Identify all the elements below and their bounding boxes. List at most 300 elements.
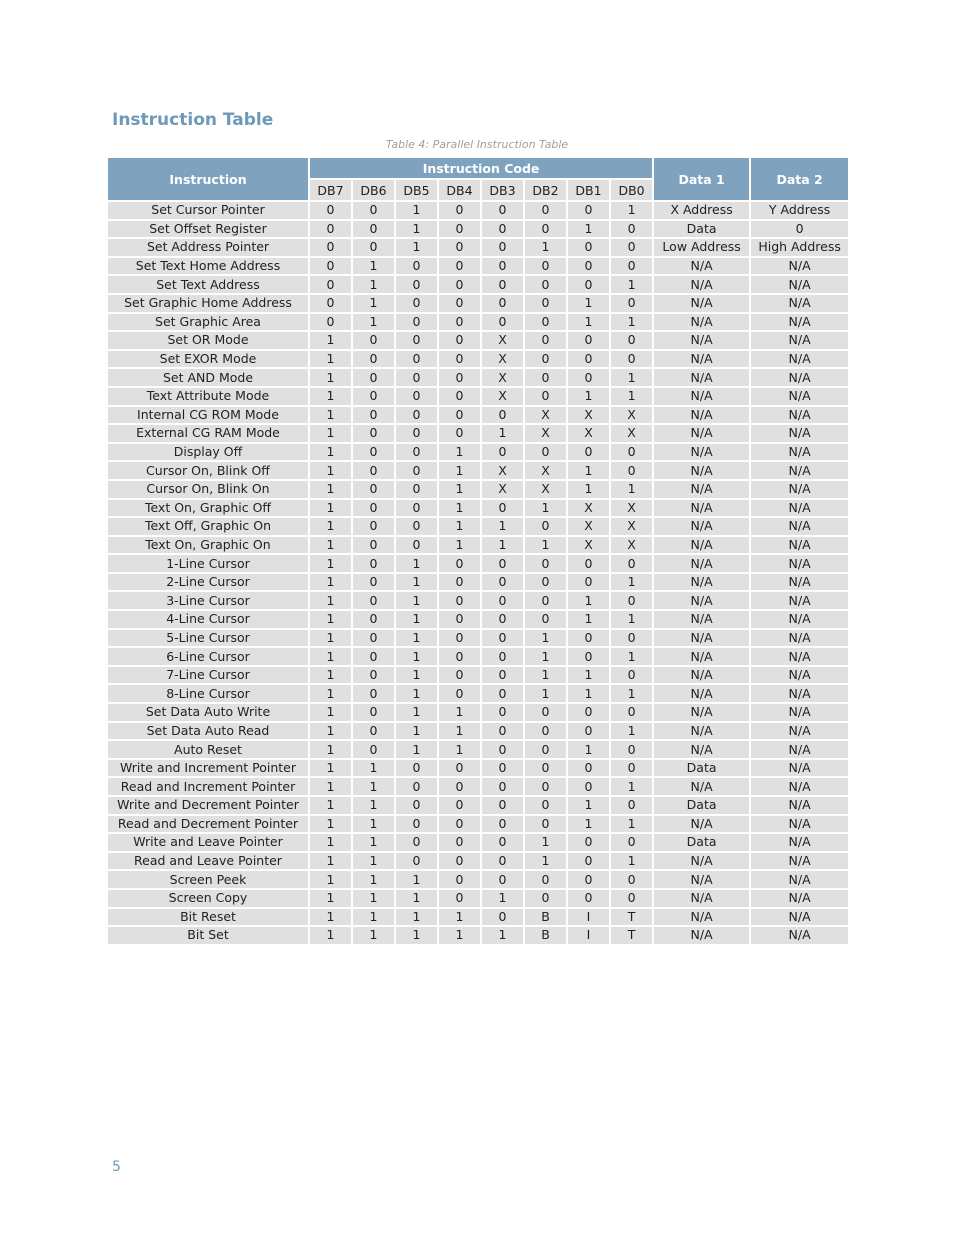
bit-cell: 0 [481, 740, 524, 759]
bit-cell: 0 [395, 294, 438, 313]
bit-cell: 1 [352, 313, 395, 332]
bit-cell: 0 [567, 889, 610, 908]
bit-cell: 1 [352, 852, 395, 871]
bit-cell: X [524, 480, 567, 499]
bit-cell: 0 [524, 740, 567, 759]
bit-cell: 1 [524, 499, 567, 518]
bit-cell: 0 [438, 424, 481, 443]
bit-cell: 0 [567, 275, 610, 294]
bit-cell: 0 [610, 591, 653, 610]
bit-cell: 0 [610, 740, 653, 759]
bit-cell: 0 [395, 461, 438, 480]
bit-cell: 1 [309, 350, 352, 369]
bit-cell: 0 [524, 220, 567, 239]
data1-cell: N/A [653, 666, 750, 685]
table-row [107, 406, 849, 425]
data2-cell: N/A [750, 740, 849, 759]
table-row [107, 331, 849, 350]
table-row [107, 461, 849, 480]
bit-cell: 0 [567, 443, 610, 462]
data1-cell: N/A [653, 926, 750, 945]
bit-cell: X [567, 406, 610, 425]
data2-cell: N/A [750, 387, 849, 406]
bit-cell: 1 [438, 722, 481, 741]
bit-cell: 0 [438, 294, 481, 313]
data1-cell: N/A [653, 461, 750, 480]
data1-cell: Data [653, 796, 750, 815]
instruction-name-cell: External CG RAM Mode [107, 424, 309, 443]
bit-cell: 0 [352, 368, 395, 387]
table-row [107, 499, 849, 518]
bit-cell: 0 [438, 220, 481, 239]
data1-cell: N/A [653, 777, 750, 796]
instruction-name-cell: Write and Decrement Pointer [107, 796, 309, 815]
data1-cell: N/A [653, 647, 750, 666]
bit-cell: 1 [524, 647, 567, 666]
bit-cell: 0 [395, 499, 438, 518]
instruction-name-cell: Set Graphic Area [107, 313, 309, 332]
bit-cell: 0 [309, 294, 352, 313]
bit-cell: 1 [395, 629, 438, 648]
bit-cell: 0 [567, 870, 610, 889]
data1-cell: N/A [653, 852, 750, 871]
instruction-table [106, 156, 850, 946]
bit-cell: 1 [309, 443, 352, 462]
bit-cell: 1 [352, 815, 395, 834]
bit-cell: 0 [352, 703, 395, 722]
bit-cell: 1 [309, 815, 352, 834]
bit-cell: 0 [567, 777, 610, 796]
bit-cell: 0 [352, 517, 395, 536]
bit-cell: 0 [395, 852, 438, 871]
bit-cell: 0 [438, 684, 481, 703]
bit-cell: 1 [352, 833, 395, 852]
bit-cell: 0 [352, 480, 395, 499]
bit-cell: 0 [438, 796, 481, 815]
instruction-name-cell: Text On, Graphic Off [107, 499, 309, 518]
instruction-name-cell: Display Off [107, 443, 309, 462]
bit-cell: 0 [352, 647, 395, 666]
bit-cell: 1 [352, 777, 395, 796]
bit-cell: 0 [438, 759, 481, 778]
bit-cell: 0 [481, 220, 524, 239]
bit-cell: 0 [524, 777, 567, 796]
bit-cell: 1 [309, 499, 352, 518]
data1-cell: N/A [653, 275, 750, 294]
bit-cell: 1 [395, 554, 438, 573]
bit-cell: 0 [309, 257, 352, 276]
data1-cell: Data [653, 833, 750, 852]
bit-cell: 1 [524, 852, 567, 871]
bit-cell: 0 [309, 275, 352, 294]
data2-cell: N/A [750, 759, 849, 778]
header-db6: DB6 [352, 179, 395, 201]
table-row [107, 666, 849, 685]
bit-cell: X [481, 461, 524, 480]
bit-cell: 0 [481, 201, 524, 220]
bit-cell: 1 [610, 201, 653, 220]
bit-cell: 1 [481, 536, 524, 555]
table-row [107, 480, 849, 499]
page-number: 5 [112, 1159, 121, 1175]
bit-cell: 0 [481, 684, 524, 703]
bit-cell: 0 [309, 238, 352, 257]
bit-cell: 0 [524, 443, 567, 462]
bit-cell: 1 [610, 647, 653, 666]
header-db2: DB2 [524, 179, 567, 201]
table-row [107, 443, 849, 462]
bit-cell: 0 [567, 257, 610, 276]
bit-cell: 0 [524, 870, 567, 889]
bit-cell: X [481, 350, 524, 369]
table-row [107, 722, 849, 741]
bit-cell: 0 [567, 368, 610, 387]
bit-cell: 0 [395, 275, 438, 294]
bit-cell: 1 [567, 220, 610, 239]
instruction-name-cell: Text Attribute Mode [107, 387, 309, 406]
bit-cell: 0 [352, 220, 395, 239]
instruction-name-cell: Set Data Auto Read [107, 722, 309, 741]
bit-cell: 0 [352, 350, 395, 369]
bit-cell: 0 [481, 777, 524, 796]
bit-cell: 0 [567, 238, 610, 257]
bit-cell: 0 [610, 331, 653, 350]
data1-cell: N/A [653, 573, 750, 592]
bit-cell: 0 [352, 740, 395, 759]
bit-cell: 1 [309, 368, 352, 387]
bit-cell: 1 [309, 740, 352, 759]
data2-cell: N/A [750, 499, 849, 518]
bit-cell: 0 [438, 313, 481, 332]
table-row [107, 889, 849, 908]
bit-cell: 0 [567, 331, 610, 350]
bit-cell: I [567, 926, 610, 945]
data1-cell: N/A [653, 610, 750, 629]
table-row [107, 517, 849, 536]
bit-cell: 1 [438, 703, 481, 722]
bit-cell: 0 [438, 815, 481, 834]
bit-cell: 0 [438, 591, 481, 610]
bit-cell: 1 [309, 480, 352, 499]
data2-cell: N/A [750, 666, 849, 685]
table-row [107, 368, 849, 387]
data1-cell: N/A [653, 703, 750, 722]
bit-cell: 1 [309, 833, 352, 852]
bit-cell: 0 [524, 703, 567, 722]
header-db4: DB4 [438, 179, 481, 201]
data1-cell: N/A [653, 554, 750, 573]
bit-cell: B [524, 908, 567, 927]
bit-cell: 0 [610, 294, 653, 313]
bit-cell: 0 [524, 331, 567, 350]
bit-cell: 1 [481, 424, 524, 443]
instruction-name-cell: Set Data Auto Write [107, 703, 309, 722]
bit-cell: 0 [352, 331, 395, 350]
bit-cell: 1 [309, 536, 352, 555]
bit-cell: 0 [567, 629, 610, 648]
data2-cell: 0 [750, 220, 849, 239]
bit-cell: 0 [395, 387, 438, 406]
bit-cell: 0 [610, 666, 653, 685]
bit-cell: 0 [395, 443, 438, 462]
data1-cell: N/A [653, 387, 750, 406]
bit-cell: 1 [438, 443, 481, 462]
bit-cell: 1 [352, 926, 395, 945]
bit-cell: 0 [395, 759, 438, 778]
data1-cell: N/A [653, 424, 750, 443]
bit-cell: 0 [438, 833, 481, 852]
bit-cell: 0 [481, 238, 524, 257]
bit-cell: 0 [610, 796, 653, 815]
instruction-name-cell: Text On, Graphic On [107, 536, 309, 555]
bit-cell: 0 [481, 815, 524, 834]
data1-cell: N/A [653, 368, 750, 387]
data1-cell: N/A [653, 815, 750, 834]
bit-cell: 0 [395, 833, 438, 852]
instruction-name-cell: Bit Set [107, 926, 309, 945]
bit-cell: 0 [395, 536, 438, 555]
data1-cell: N/A [653, 722, 750, 741]
bit-cell: 1 [309, 424, 352, 443]
bit-cell: 1 [395, 220, 438, 239]
data1-cell: N/A [653, 740, 750, 759]
bit-cell: 1 [610, 852, 653, 871]
table-row [107, 554, 849, 573]
bit-cell: 0 [438, 870, 481, 889]
data1-cell: N/A [653, 443, 750, 462]
header-db7: DB7 [309, 179, 352, 201]
bit-cell: 0 [524, 722, 567, 741]
bit-cell: 0 [438, 350, 481, 369]
table-row [107, 591, 849, 610]
bit-cell: 1 [524, 684, 567, 703]
data1-cell: N/A [653, 591, 750, 610]
instruction-name-cell: Set AND Mode [107, 368, 309, 387]
data1-cell: Low Address [653, 238, 750, 257]
bit-cell: 0 [524, 387, 567, 406]
bit-cell: 1 [481, 517, 524, 536]
bit-cell: 1 [524, 629, 567, 648]
bit-cell: 1 [610, 684, 653, 703]
instruction-name-cell: Set Text Address [107, 275, 309, 294]
bit-cell: 0 [610, 870, 653, 889]
bit-cell: 0 [352, 666, 395, 685]
bit-cell: 0 [481, 852, 524, 871]
bit-cell: 1 [309, 573, 352, 592]
data2-cell: N/A [750, 703, 849, 722]
bit-cell: 1 [309, 796, 352, 815]
bit-cell: 0 [610, 220, 653, 239]
bit-cell: 1 [438, 480, 481, 499]
table-row [107, 573, 849, 592]
table-row [107, 684, 849, 703]
bit-cell: 0 [438, 777, 481, 796]
table-row [107, 610, 849, 629]
data1-cell: N/A [653, 331, 750, 350]
bit-cell: 1 [395, 722, 438, 741]
bit-cell: 1 [567, 684, 610, 703]
bit-cell: 0 [610, 350, 653, 369]
bit-cell: 1 [352, 759, 395, 778]
bit-cell: 0 [438, 406, 481, 425]
section-heading: Instruction Table [112, 110, 274, 130]
bit-cell: 0 [481, 257, 524, 276]
bit-cell: 0 [395, 331, 438, 350]
bit-cell: 1 [524, 833, 567, 852]
bit-cell: 0 [567, 759, 610, 778]
instruction-name-cell: 4-Line Cursor [107, 610, 309, 629]
bit-cell: 1 [309, 647, 352, 666]
instruction-name-cell: Auto Reset [107, 740, 309, 759]
data2-cell: N/A [750, 275, 849, 294]
data1-cell: N/A [653, 908, 750, 927]
instruction-name-cell: Read and Increment Pointer [107, 777, 309, 796]
header-db5: DB5 [395, 179, 438, 201]
bit-cell: 0 [352, 554, 395, 573]
bit-cell: 1 [481, 926, 524, 945]
table-row [107, 908, 849, 927]
table-row [107, 926, 849, 945]
table-row [107, 777, 849, 796]
bit-cell: X [481, 387, 524, 406]
table-row [107, 852, 849, 871]
bit-cell: 1 [395, 610, 438, 629]
bit-cell: 1 [567, 666, 610, 685]
bit-cell: 1 [309, 554, 352, 573]
instruction-name-cell: 7-Line Cursor [107, 666, 309, 685]
bit-cell: 0 [438, 610, 481, 629]
table-row [107, 870, 849, 889]
data2-cell: N/A [750, 796, 849, 815]
bit-cell: 1 [610, 777, 653, 796]
bit-cell: 0 [395, 796, 438, 815]
instruction-name-cell: Cursor On, Blink Off [107, 461, 309, 480]
bit-cell: 0 [395, 815, 438, 834]
instruction-name-cell: Set Address Pointer [107, 238, 309, 257]
bit-cell: 1 [395, 238, 438, 257]
bit-cell: 0 [352, 461, 395, 480]
bit-cell: 1 [438, 499, 481, 518]
data1-cell: N/A [653, 406, 750, 425]
instruction-name-cell: Set OR Mode [107, 331, 309, 350]
bit-cell: 1 [524, 666, 567, 685]
bit-cell: 1 [352, 870, 395, 889]
bit-cell: 1 [610, 610, 653, 629]
bit-cell: 0 [352, 406, 395, 425]
instruction-name-cell: Read and Leave Pointer [107, 852, 309, 871]
data2-cell: N/A [750, 610, 849, 629]
bit-cell: 1 [309, 852, 352, 871]
bit-cell: 0 [352, 443, 395, 462]
bit-cell: 0 [395, 406, 438, 425]
table-row [107, 424, 849, 443]
table-row [107, 833, 849, 852]
instruction-name-cell: 2-Line Cursor [107, 573, 309, 592]
data1-cell: Data [653, 220, 750, 239]
bit-cell: 0 [567, 350, 610, 369]
bit-cell: 0 [352, 629, 395, 648]
bit-cell: X [610, 406, 653, 425]
bit-cell: 0 [438, 554, 481, 573]
bit-cell: 1 [395, 740, 438, 759]
instruction-name-cell: 1-Line Cursor [107, 554, 309, 573]
data2-cell: High Address [750, 238, 849, 257]
bit-cell: 0 [524, 759, 567, 778]
bit-cell: 1 [610, 387, 653, 406]
bit-cell: X [524, 424, 567, 443]
header-data2: Data 2 [750, 157, 849, 201]
data2-cell: N/A [750, 647, 849, 666]
bit-cell: T [610, 908, 653, 927]
bit-cell: 0 [481, 908, 524, 927]
bit-cell: 1 [438, 517, 481, 536]
bit-cell: 0 [610, 443, 653, 462]
bit-cell: 1 [395, 573, 438, 592]
bit-cell: X [524, 406, 567, 425]
bit-cell: 0 [395, 517, 438, 536]
bit-cell: 1 [309, 666, 352, 685]
bit-cell: X [567, 517, 610, 536]
bit-cell: 1 [610, 480, 653, 499]
bit-cell: 0 [395, 350, 438, 369]
bit-cell: 0 [567, 703, 610, 722]
bit-cell: X [524, 461, 567, 480]
bit-cell: 0 [524, 350, 567, 369]
bit-cell: 1 [309, 777, 352, 796]
header-instruction-code: Instruction Code [309, 157, 653, 179]
bit-cell: 0 [352, 238, 395, 257]
bit-cell: 0 [524, 815, 567, 834]
bit-cell: 1 [309, 759, 352, 778]
data2-cell: N/A [750, 517, 849, 536]
bit-cell: 0 [481, 275, 524, 294]
bit-cell: 1 [395, 201, 438, 220]
bit-cell: X [610, 424, 653, 443]
bit-cell: 0 [438, 647, 481, 666]
bit-cell: 0 [481, 294, 524, 313]
instruction-name-cell: Write and Increment Pointer [107, 759, 309, 778]
table-row [107, 703, 849, 722]
bit-cell: X [567, 499, 610, 518]
bit-cell: 0 [438, 629, 481, 648]
bit-cell: 1 [352, 908, 395, 927]
table-row [107, 313, 849, 332]
bit-cell: 1 [567, 591, 610, 610]
bit-cell: 0 [352, 387, 395, 406]
header-data1: Data 1 [653, 157, 750, 201]
data2-cell: N/A [750, 294, 849, 313]
data2-cell: N/A [750, 443, 849, 462]
bit-cell: 0 [524, 573, 567, 592]
bit-cell: 0 [481, 406, 524, 425]
table-row [107, 350, 849, 369]
bit-cell: 0 [524, 313, 567, 332]
bit-cell: 1 [309, 908, 352, 927]
instruction-name-cell: Set Cursor Pointer [107, 201, 309, 220]
bit-cell: 1 [352, 275, 395, 294]
bit-cell: 0 [395, 777, 438, 796]
data2-cell: N/A [750, 684, 849, 703]
table-row [107, 815, 849, 834]
table-caption: Table 4: Parallel Instruction Table [385, 138, 569, 151]
bit-cell: 0 [481, 833, 524, 852]
instruction-name-cell: 6-Line Cursor [107, 647, 309, 666]
instruction-name-cell: Cursor On, Blink On [107, 480, 309, 499]
table-row [107, 387, 849, 406]
bit-cell: 1 [395, 889, 438, 908]
bit-cell: 1 [309, 331, 352, 350]
data1-cell: N/A [653, 294, 750, 313]
